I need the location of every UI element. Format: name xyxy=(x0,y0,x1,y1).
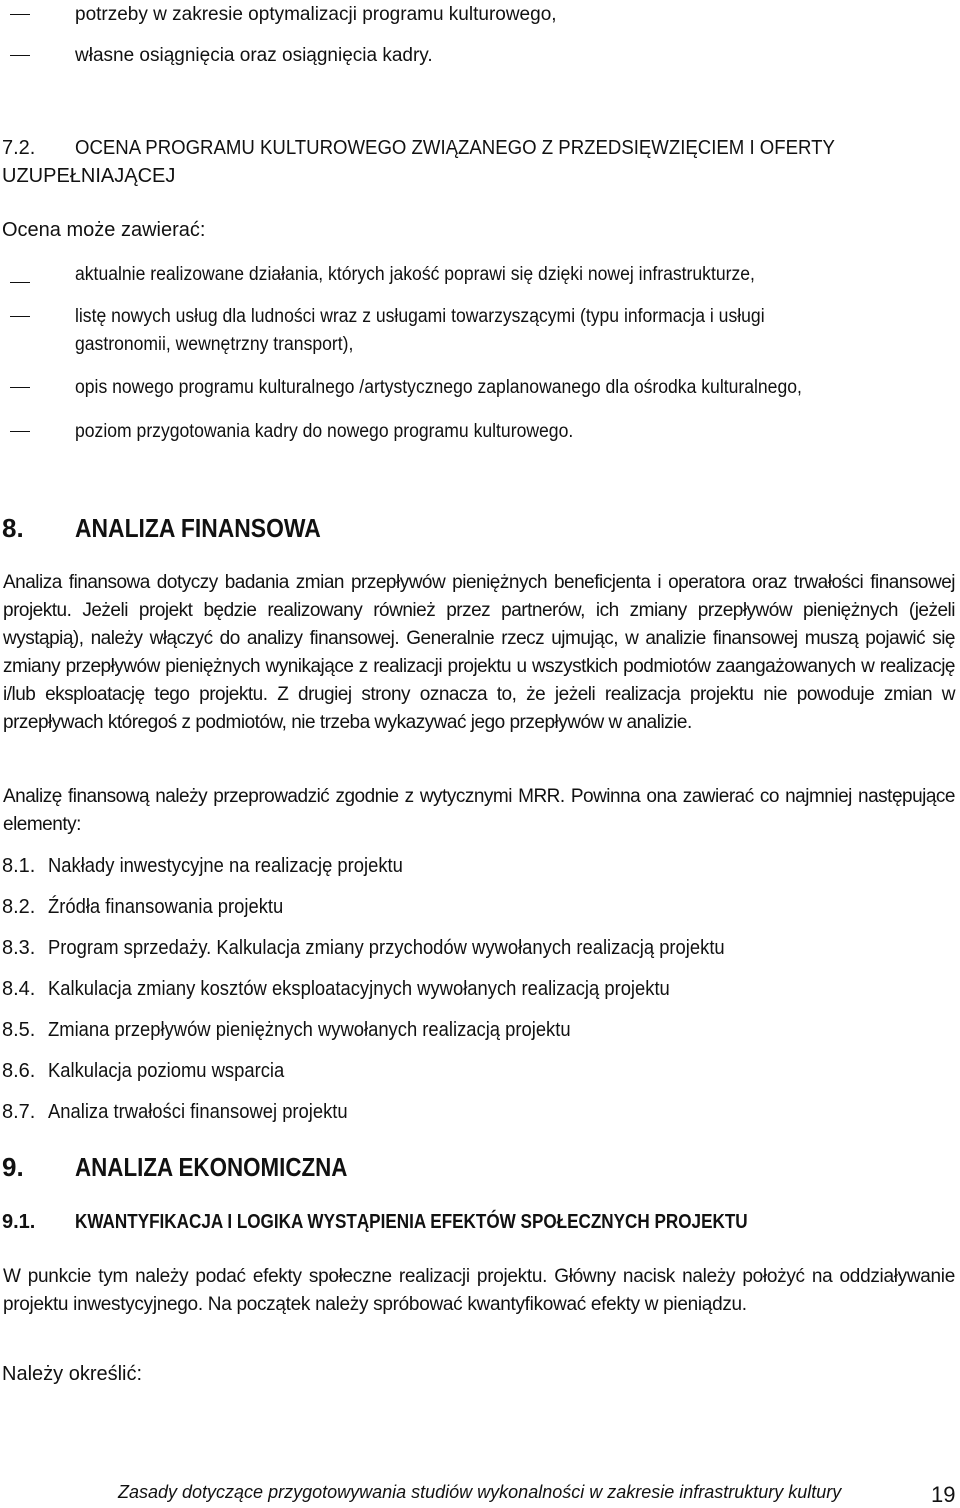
list-item-number: 8.5. xyxy=(2,1019,36,1041)
section-title-continued: UZUPEŁNIAJĄCEJ xyxy=(2,165,176,187)
list-item-text: Analiza trwałości finansowej projektu xyxy=(48,1101,348,1123)
list-item-text: Zmiana przepływów pieniężnych wywołanych realizacją projektu xyxy=(48,1019,571,1041)
bullet-text-continued: gastronomii, wewnętrzny transport), xyxy=(75,334,354,355)
body-paragraph: Analizę finansową należy przeprowadzić zgodnie z wytycznymi MRR. Powinna ona zawierać co najmniej następujące elementy: xyxy=(3,786,955,835)
bullet-text: poziom przygotowania kadry do nowego programu kulturowego. xyxy=(75,421,574,442)
body-paragraph: W punkcie tym należy podać efekty społeczne realizacji projektu. Główny nacisk należy położyć na oddziaływanie projektu inwestycyjnego. Na początek należy spróbować kwantyfikować efekty w pieniądzu. xyxy=(3,1266,955,1315)
bullet-text: listę nowych usług dla ludności wraz z usługami towarzyszącymi (typu informacja i usługi xyxy=(75,306,765,327)
dash-bullet xyxy=(10,431,30,432)
list-item-number: 8.1. xyxy=(2,855,36,877)
page-number: 19 xyxy=(931,1482,956,1507)
list-item-text: Źródła finansowania projektu xyxy=(48,896,284,918)
bullet-text: aktualnie realizowane działania, których jakość poprawi się dzięki nowej infrastrukturze, xyxy=(75,264,755,285)
section-number: 7.2. xyxy=(2,137,36,159)
list-item-text: Kalkulacja zmiany kosztów eksploatacyjnych wywołanych realizacją projektu xyxy=(48,978,670,1000)
closing-text: Należy określić: xyxy=(2,1363,143,1385)
dash-bullet xyxy=(10,387,30,388)
list-item-text: Kalkulacja poziomu wsparcia xyxy=(48,1060,285,1082)
list-item-number: 8.6. xyxy=(2,1060,36,1082)
dash-bullet xyxy=(10,55,30,56)
subsection-number: 9.1. xyxy=(2,1211,36,1233)
section-title: ANALIZA FINANSOWA xyxy=(75,513,321,543)
body-paragraph: Analiza finansowa dotyczy badania zmian przepływów pieniężnych beneficjenta i operatora oraz trwałości finansowej projektu. Jeżeli projekt będzie realizowany również przez partnerów, ich zmiany przepływów pieniężnych (jeżeli wystąpią), należy włączyć do analizy finansowej. Generalnie rzecz ujmując, w analizie finansowej muszą pojawić się zmiany przepływów pieniężnych wynikające z realizacji projektu u wszystkich podmiotów zaangażowanych w realizację i/lub eksploatację tego projektu. Z drugiej strony oznacza to, że jeżeli realizacja projektu nie powoduje zmian w przepływach któregoś z podmiotów, nie trzeba wykazywać jego przepływów w analizie. xyxy=(3,572,955,733)
list-item-number: 8.4. xyxy=(2,978,36,1000)
list-item-number: 8.7. xyxy=(2,1101,36,1123)
subsection-title: KWANTYFIKACJA I LOGIKA WYSTĄPIENIA EFEKTÓW SPOŁECZNYCH PROJEKTU xyxy=(75,1211,748,1233)
dash-bullet xyxy=(10,316,30,317)
dash-bullet xyxy=(10,14,30,15)
footer-text: Zasady dotyczące przygotowywania studiów wykonalności w zakresie infrastruktury kultury xyxy=(118,1482,842,1502)
section-title: OCENA PROGRAMU KULTUROWEGO ZWIĄZANEGO Z PRZEDSIĘWZIĘCIEM I OFERTY xyxy=(75,137,835,159)
dash-bullet xyxy=(10,282,30,283)
intro-text: Ocena może zawierać: xyxy=(2,219,206,241)
bullet-text: potrzeby w zakresie optymalizacji programu kulturowego, xyxy=(75,4,557,25)
bullet-text: opis nowego programu kulturalnego /artystycznego zaplanowanego dla ośrodka kulturalnego, xyxy=(75,377,802,398)
list-item-text: Nakłady inwestycyjne na realizację projektu xyxy=(48,855,403,877)
section-title: ANALIZA EKONOMICZNA xyxy=(75,1152,348,1182)
list-item-text: Program sprzedaży. Kalkulacja zmiany przychodów wywołanych realizacją projektu xyxy=(48,937,725,959)
bullet-text: własne osiągnięcia oraz osiągnięcia kadry. xyxy=(75,45,433,66)
section-number: 9. xyxy=(2,1152,24,1182)
list-item-number: 8.3. xyxy=(2,937,36,959)
list-item-number: 8.2. xyxy=(2,896,36,918)
section-number: 8. xyxy=(2,513,24,543)
